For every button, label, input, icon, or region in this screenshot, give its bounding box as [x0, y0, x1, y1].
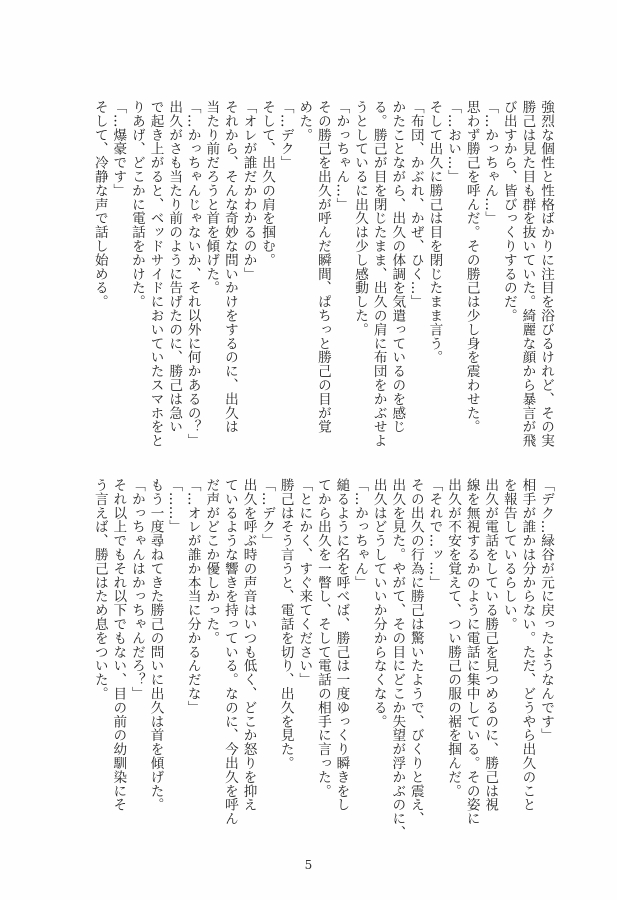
text-line: 思わず勝己を呼んだ。その勝己は少し身を震わせた。 [463, 100, 480, 434]
text-line: それから、そんな奇妙な問いかけをするのに、出久は [221, 100, 238, 434]
text-line: 出久が不安を覚えて、つい勝己の服の裾を掴んだ。 [445, 478, 462, 798]
text-line: 「デク…緑谷が元に戻ったようなんです」 [538, 478, 554, 743]
text-line: 「…かっちゃん」 [352, 478, 369, 590]
text-line: 「…デク」 [259, 478, 276, 548]
text-line: そして、出久の肩を掴む。 [259, 100, 276, 267]
text-line: もう一度尋ねてきた勝己の問いに出久は首を傾げた。 [147, 478, 164, 812]
text-line: 「…かっちゃんじゃないか、それ以外に何かあるの？」 [184, 100, 201, 448]
text-line: てから出久を一瞥し、そして電話の相手に言った。 [314, 478, 331, 798]
text-line: その勝己を出久が呼んだ瞬間、ぱちっと勝己の目が覚 [314, 100, 331, 434]
text-line: を報告しているらしい。 [500, 478, 517, 631]
text-line: 当たり前だろうと首を傾げた。 [203, 100, 220, 295]
page-number: 5 [304, 858, 313, 872]
text-line: そして、冷静な声で話し始める。 [91, 100, 108, 309]
text-line: 「……」 [166, 478, 183, 534]
text-line: 勝己は見た目も群を抜いていた。綺麗な顔から暴言が飛 [519, 100, 536, 448]
text-line: 「…爆豪です」 [110, 100, 127, 198]
text-line: 出久がさも当たり前のように告げたのに、勝己は急い [166, 100, 183, 434]
text-line: 出久を呼ぶ時の声音はいつも低く、どこか怒りを抑え [240, 478, 257, 812]
text-line: 「オレが誰だかわかるのか」 [240, 100, 257, 281]
text-line: 「かっちゃん…」 [333, 100, 350, 212]
text-line: だ声がどこか優しかった。 [203, 478, 220, 645]
text-line: 出久を見た。やがて、その目にどこか失望が浮かぶのに、 [389, 478, 406, 840]
text-line: それ以上でもそれ以下でもない、目の前の幼馴染にそ [110, 478, 127, 812]
text-line: る。勝己が目を閉じたまま、出久の肩に布団をかぶせよ [370, 100, 387, 448]
text-line: ているような響きを持っている。なのに、今出久を呼ん [221, 478, 238, 826]
text-line: 「…かっちゃん…」 [482, 100, 499, 226]
text-line: 「…オレが誰か本当に分かるんだな」 [184, 478, 201, 715]
text-line: 出久が電話をしている勝己を見つめるのに、勝己は視 [482, 478, 499, 812]
text-line: 強烈な個性と性格ばかりに注目を浴びるけれど、その実 [538, 100, 554, 448]
text-line: 「布団、かぶれ、かぜ、ひく…」 [407, 100, 424, 309]
text-line: 「それで…ッ…」 [426, 478, 443, 590]
text-block-lower [91, 478, 555, 840]
text-line: 線を無視するかのように電話に集中している。その姿に [463, 478, 480, 826]
text-line: 勝己はそう言うと、電話を切り、出久を見た。 [277, 478, 294, 770]
text-block-upper [91, 100, 555, 450]
text-line: めた。 [296, 100, 313, 142]
text-line: 「…デク」 [277, 100, 294, 170]
text-line: で起き上がると、ベッドサイドにおいていたスマホをと [147, 100, 164, 448]
text-line: 「とにかく、すぐ来てください」 [296, 478, 313, 687]
text-line: び出すから、皆びっくりするのだ。 [500, 100, 517, 323]
text-line: うとしているに出久は少し感動した。 [352, 100, 369, 337]
text-line: りあげ、どこかに電話をかけた。 [128, 100, 145, 309]
text-line: かたことながら、出久の体調を気遣っているのを感じ [389, 100, 406, 434]
text-line: そして出久に勝己は目を閉じたまま言う。 [426, 100, 443, 365]
text-line: 「かっちゃんはかっちゃんだろ？」 [128, 478, 145, 701]
text-line: 相手が誰かは分からない。ただ、どうやら出久のこと [519, 478, 536, 812]
text-line: う言えば、勝己はため息をついた。 [91, 478, 108, 701]
text-line: 縋るように名を呼べば、勝己は一度ゆっくり瞬きをし [333, 478, 350, 812]
text-line: 出久はどうしていいか分からなくなる。 [370, 478, 387, 729]
text-line: 「…おい…」 [445, 100, 462, 184]
text-line: その出久の行為に勝己は驚いたようで、びくりと震え、 [407, 478, 424, 826]
